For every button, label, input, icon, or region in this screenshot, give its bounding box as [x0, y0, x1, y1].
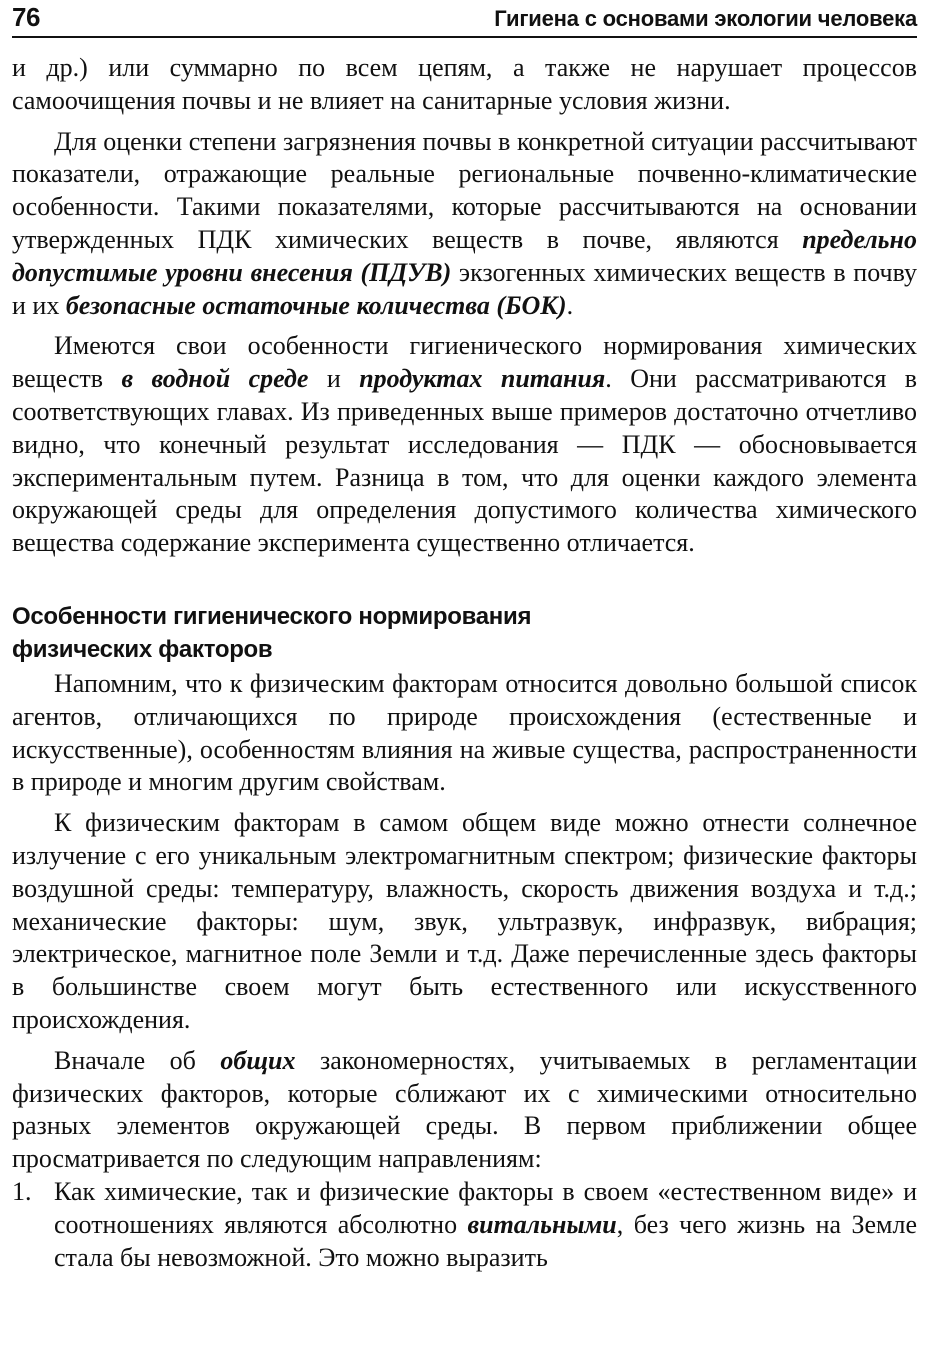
paragraph-general-patterns — [12, 1045, 917, 1176]
text-run: Как химические, так и физические факторы в своем «естественном виде» и соотношениях являются абсолютно — [54, 1176, 917, 1239]
term-water-environment: в водной среде — [121, 364, 309, 394]
page-number: 76 — [12, 2, 40, 32]
running-title: Гигиена с основами экологии человека — [494, 6, 917, 31]
book-page — [12, 0, 917, 1274]
paragraph-physical-factors-list — [12, 807, 917, 1037]
text-run: экзогенных химических веществ в почву и их — [12, 257, 917, 320]
term-vital: витальными — [467, 1209, 617, 1239]
paragraph-continued — [12, 52, 917, 118]
term-general: общих — [220, 1045, 296, 1075]
text-run: , без чего жизнь на Земле стала бы невозможной. Это можно выразить — [54, 1209, 917, 1272]
list-item — [12, 1176, 917, 1274]
section-heading-line2: физических факторов — [12, 635, 273, 663]
body-text — [12, 52, 917, 1274]
term-pduv: предельно допустимые уровни внесения (ПДУВ) — [12, 224, 917, 287]
text-run: . Они рассматриваются в соответствующих главах. Из приведенных выше примеров достаточно отчетливо видно, что конечный результат исследования — ПДК — обосновывается экспериментальным путем. Разница в том, что для оценки каждого элемента окружающей среды для определения допустимого количества химического вещества содержание эксперимента существенно отличается. — [12, 364, 917, 558]
text-run: . — [566, 290, 574, 320]
list-marker: 1. — [12, 1176, 32, 1206]
paragraph-text: Напомним, что к физическим факторам относится довольно большой список агентов, отличающихся по природе происхождения (естественные и искусственные), особенностям влияния на живые существа, распространенности в природе и многим другим свойствам. — [12, 668, 917, 797]
term-food-products: продуктах питания — [359, 364, 606, 394]
section-heading-line1: Особенности гигиенического нормирования — [12, 602, 532, 630]
text-run: закономерностях, учитываемых в регламентации физических факторов, которые сближают их с химическими относительно разных элементов окружающей среды. В первом приближении общее просматривается по следующим направлениям: — [12, 1045, 917, 1174]
text-run: Имеются свои особенности гигиенического нормирования химических веществ — [12, 331, 917, 394]
paragraph-water-food — [12, 330, 917, 560]
text-run: Для оценки степени загрязнения почвы в конкретной ситуации рассчитывают показатели, отражающие реальные региональные почвенно-климатические особенности. Такими показателями, которые рассчитываются на основании утвержденных ПДК химических веществ в почве, являются — [12, 126, 917, 254]
paragraph-soil-pollution — [12, 126, 917, 323]
section-heading — [12, 600, 917, 666]
running-header — [12, 0, 917, 38]
text-run: и — [308, 364, 360, 394]
text-run: Вначале об — [54, 1045, 221, 1075]
paragraph-text: и др.) или суммарно по всем цепям, а также не нарушает процессов самоочищения почвы и не влияет на санитарные условия жизни. — [12, 53, 917, 115]
paragraph-physical-factors-intro — [12, 668, 917, 799]
paragraph-text: К физическим факторам в самом общем виде можно отнести солнечное излучение с его уникальным электромагнитным спектром; физические факторы воздушной среды: температуру, влажность, скорость движения воздуха и т.д.; механические факторы: шум, звук, ультразвук, инфразвук, вибрация; электрическое, магнитное поле Земли и т.д. Даже перечисленные здесь факторы в большинстве своем могут быть естественного или искусственного происхождения. — [12, 808, 917, 1034]
term-bok: безопасные остаточные количества (БОК) — [65, 290, 567, 320]
